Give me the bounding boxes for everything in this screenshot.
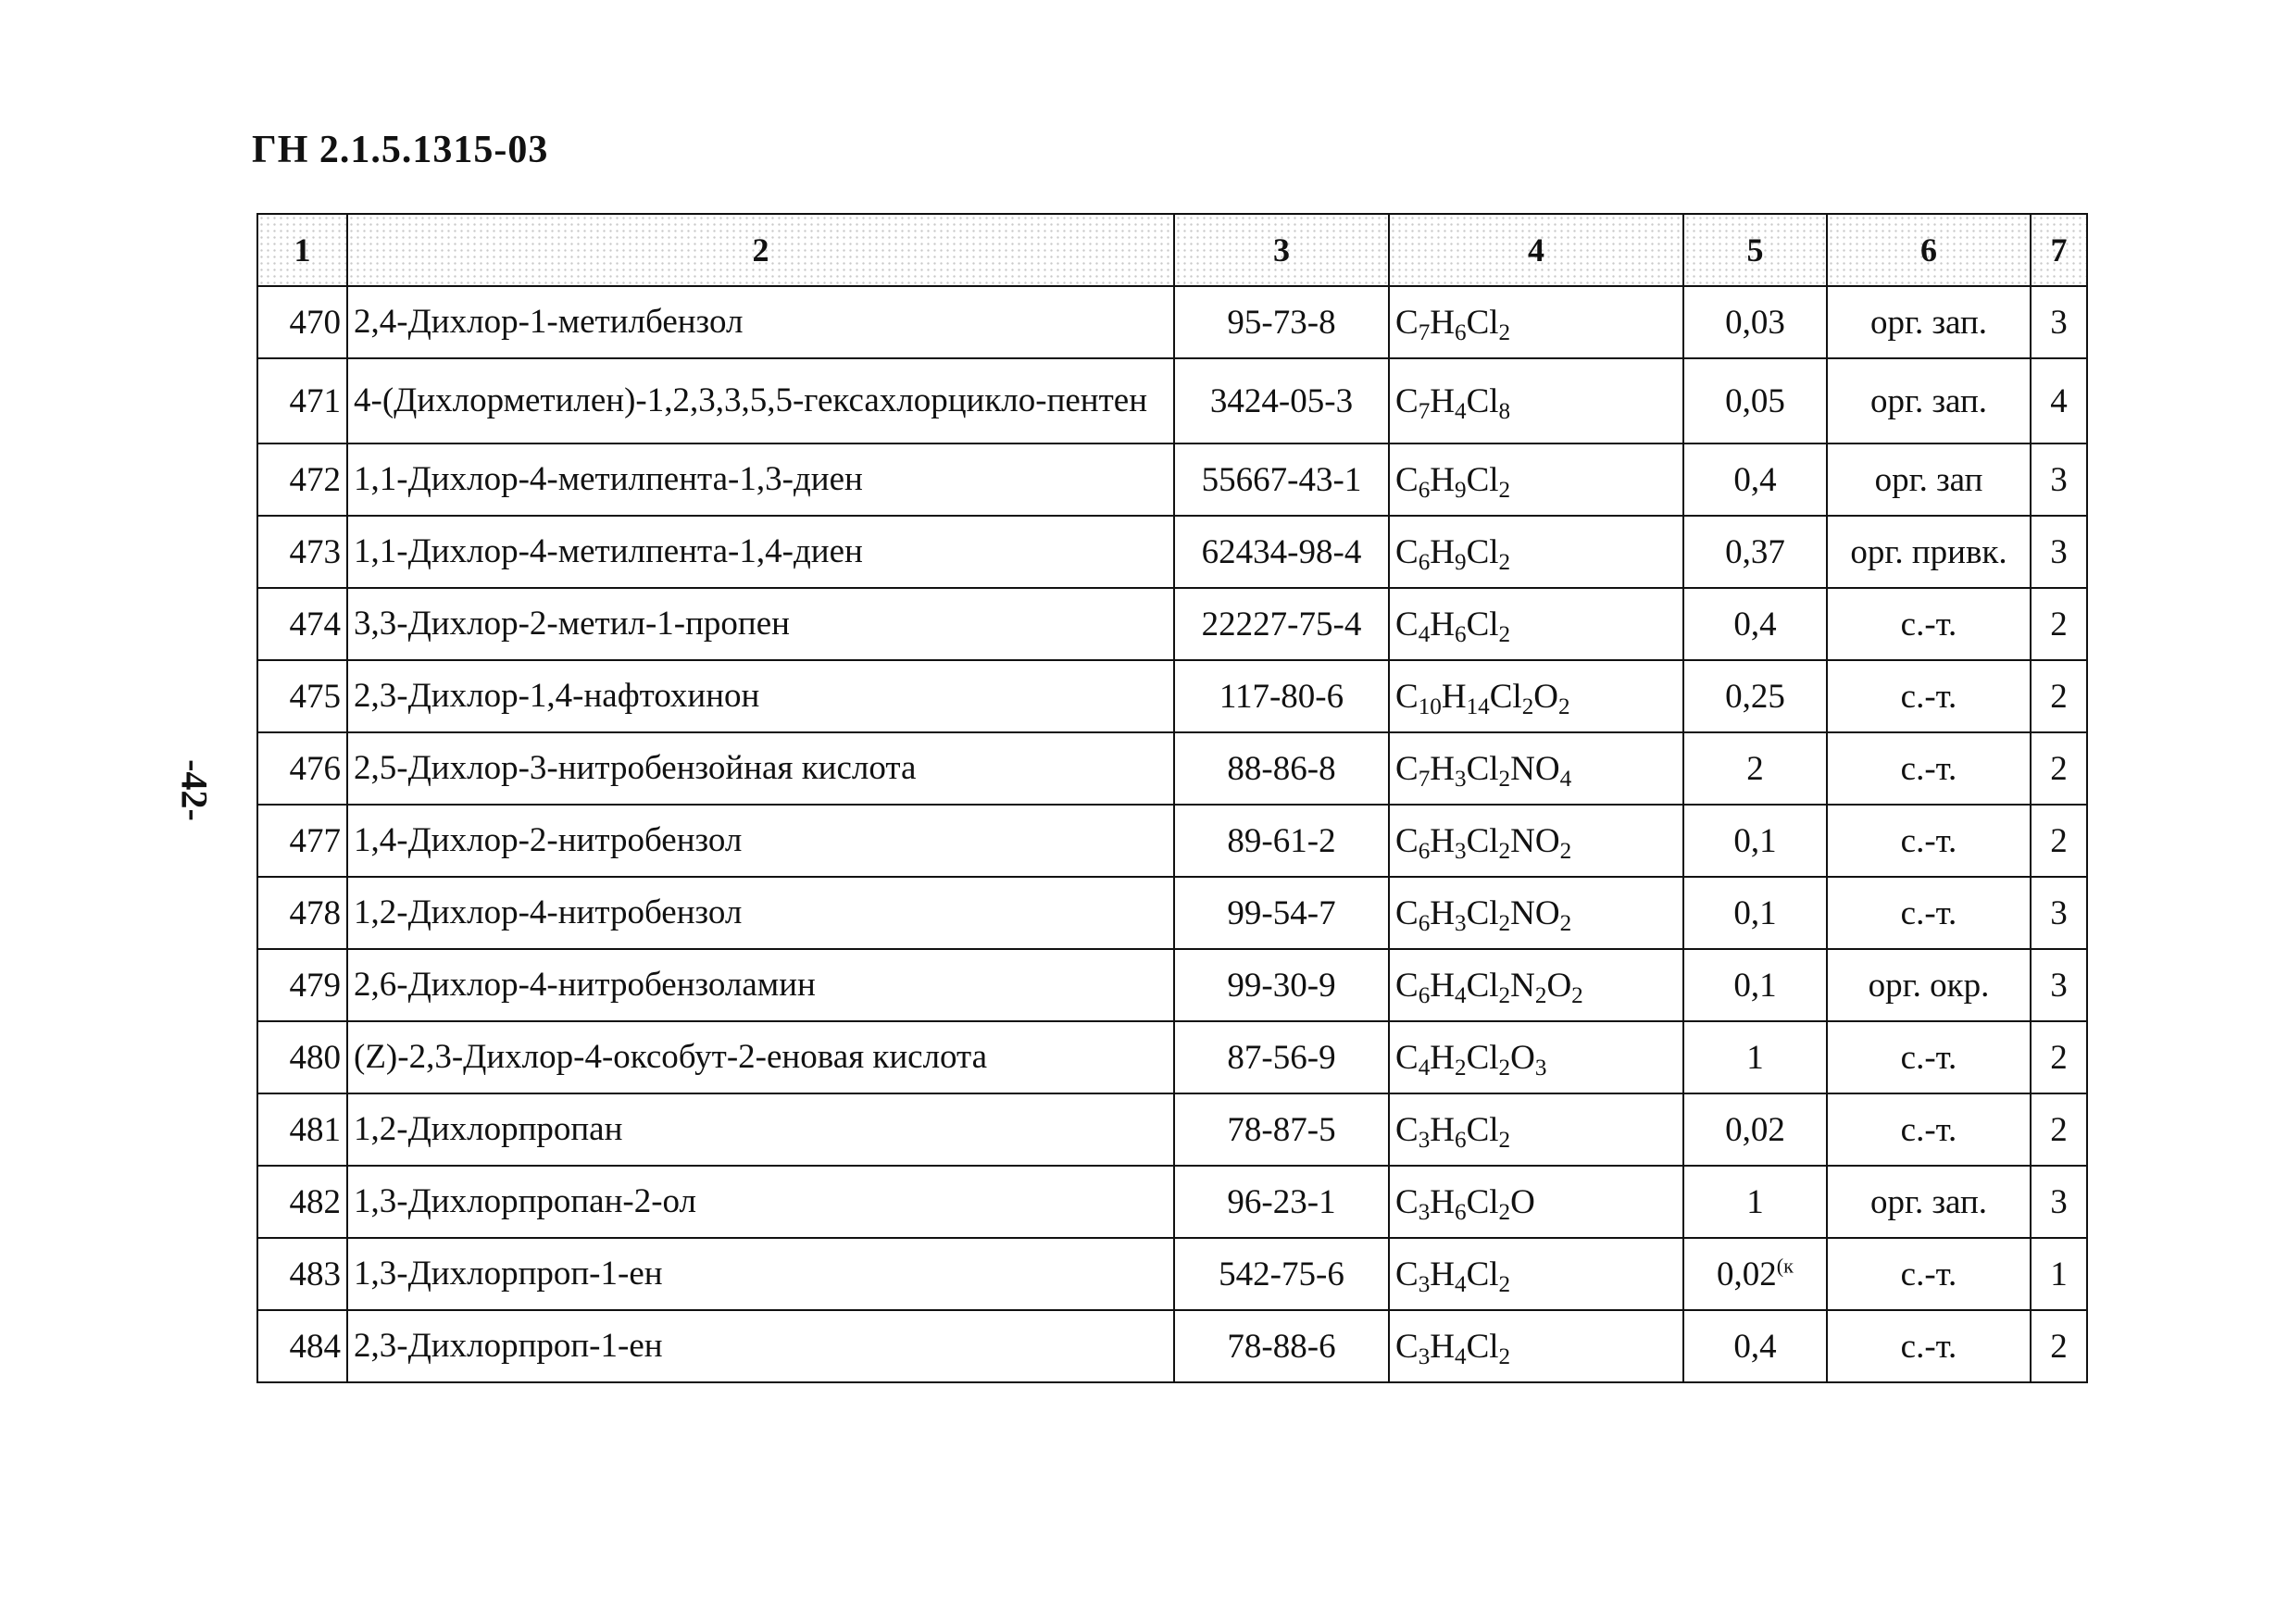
limit-value: 0,02 (1725, 1110, 1785, 1149)
chemical-formula: $C_6H_3Cl_2NO_2$ (1389, 877, 1683, 949)
document-header: ГН 2.1.5.1315-03 (252, 129, 549, 171)
limit-value: 0,1 (1733, 966, 1777, 1005)
substance-name: 3,3-Дихлор-2-метил-1-пропен (347, 588, 1174, 660)
harmfulness-sign: орг. зап (1827, 443, 2031, 516)
limit-value-cell (1683, 443, 1827, 516)
limit-value-cell (1683, 805, 1827, 877)
column-header-1: 1 (257, 214, 347, 286)
table-row (257, 358, 2087, 443)
limit-value: 0,02 (1717, 1255, 1777, 1293)
column-header-3: 3 (1174, 214, 1389, 286)
limit-value-cell (1683, 1093, 1827, 1166)
row-number: 475 (257, 660, 347, 732)
harmfulness-sign: орг. зап. (1827, 358, 2031, 443)
substance-name: 1,3-Дихлорпропан-2-ол (347, 1166, 1174, 1238)
harmfulness-sign: с.-т. (1827, 1021, 2031, 1093)
limit-value: 0,4 (1733, 460, 1777, 499)
limit-value-cell (1683, 516, 1827, 588)
hazard-class: 3 (2031, 286, 2087, 358)
cas-number: 78-87-5 (1174, 1093, 1389, 1166)
hazard-class: 3 (2031, 949, 2087, 1021)
row-number: 478 (257, 877, 347, 949)
cas-number: 99-30-9 (1174, 949, 1389, 1021)
chemical-formula: $C_6H_4Cl_2N_2O_2$ (1389, 949, 1683, 1021)
hazard-class: 4 (2031, 358, 2087, 443)
cas-number: 62434-98-4 (1174, 516, 1389, 588)
chemical-formula: $C_{10}H_{14}Cl_2O_2$ (1389, 660, 1683, 732)
cas-number: 95-73-8 (1174, 286, 1389, 358)
cas-number: 55667-43-1 (1174, 443, 1389, 516)
table-row (257, 877, 2087, 949)
chemical-formula: $C_3H_6Cl_2O$ (1389, 1166, 1683, 1238)
row-number: 470 (257, 286, 347, 358)
row-number: 474 (257, 588, 347, 660)
table-row (257, 1238, 2087, 1310)
limit-value-cell (1683, 1238, 1827, 1310)
cas-number: 117-80-6 (1174, 660, 1389, 732)
limit-value: 0,37 (1725, 532, 1785, 571)
column-header-6: 6 (1827, 214, 2031, 286)
table-row (257, 660, 2087, 732)
table-container (256, 213, 2086, 1383)
limit-value: 0,25 (1725, 677, 1785, 716)
table-row (257, 1093, 2087, 1166)
substance-name: 1,1-Дихлор-4-метилпента-1,3-диен (347, 443, 1174, 516)
table-row (257, 443, 2087, 516)
hazard-class: 2 (2031, 732, 2087, 805)
harmfulness-sign: орг. зап. (1827, 1166, 2031, 1238)
cas-number: 78-88-6 (1174, 1310, 1389, 1382)
substance-name: 2,3-Дихлор-1,4-нафтохинон (347, 660, 1174, 732)
row-number: 482 (257, 1166, 347, 1238)
hazard-class: 2 (2031, 1021, 2087, 1093)
limit-value: 0,03 (1725, 303, 1785, 342)
substance-name: 2,3-Дихлорпроп-1-ен (347, 1310, 1174, 1382)
harmfulness-sign: с.-т. (1827, 1238, 2031, 1310)
limit-value: 0,4 (1733, 1327, 1777, 1366)
limit-value-cell (1683, 1310, 1827, 1382)
substance-name: 2,4-Дихлор-1-метилбензол (347, 286, 1174, 358)
chemical-formula: $C_4H_2Cl_2O_3$ (1389, 1021, 1683, 1093)
row-number: 477 (257, 805, 347, 877)
substance-name: 1,1-Дихлор-4-метилпента-1,4-диен (347, 516, 1174, 588)
chemical-formula: $C_7H_4Cl_8$ (1389, 358, 1683, 443)
column-header-7: 7 (2031, 214, 2087, 286)
limit-value-cell (1683, 660, 1827, 732)
harmfulness-sign: орг. зап. (1827, 286, 2031, 358)
hazard-class: 3 (2031, 443, 2087, 516)
row-number: 472 (257, 443, 347, 516)
hazard-class: 2 (2031, 1093, 2087, 1166)
row-number: 476 (257, 732, 347, 805)
substances-table (256, 213, 2088, 1383)
column-header-4: 4 (1389, 214, 1683, 286)
limit-value-note: (к (1776, 1254, 1794, 1278)
substance-name: (Z)-2,3-Дихлор-4-оксобут-2-еновая кислота (347, 1021, 1174, 1093)
table-row (257, 286, 2087, 358)
substance-name: 2,5-Дихлор-3-нитробензойная кислота (347, 732, 1174, 805)
cas-number: 88-86-8 (1174, 732, 1389, 805)
table-row (257, 1021, 2087, 1093)
harmfulness-sign: с.-т. (1827, 877, 2031, 949)
chemical-formula: $C_6H_9Cl_2$ (1389, 516, 1683, 588)
hazard-class: 3 (2031, 1166, 2087, 1238)
substance-name: 2,6-Дихлор-4-нитробензоламин (347, 949, 1174, 1021)
substance-name: 1,3-Дихлорпроп-1-ен (347, 1238, 1174, 1310)
chemical-formula: $C_3H_4Cl_2$ (1389, 1238, 1683, 1310)
chemical-formula: $C_3H_6Cl_2$ (1389, 1093, 1683, 1166)
cas-number: 87-56-9 (1174, 1021, 1389, 1093)
table-row (257, 805, 2087, 877)
row-number: 473 (257, 516, 347, 588)
limit-value-cell (1683, 1166, 1827, 1238)
cas-number: 3424-05-3 (1174, 358, 1389, 443)
row-number: 483 (257, 1238, 347, 1310)
table-row (257, 732, 2087, 805)
limit-value: 0,4 (1733, 605, 1777, 643)
harmfulness-sign: с.-т. (1827, 1310, 2031, 1382)
table-row (257, 516, 2087, 588)
limit-value: 0,1 (1733, 821, 1777, 860)
substance-name: 4-(Дихлорметилен)-1,2,3,3,5,5-гексахлорцикло-пентен (347, 358, 1174, 443)
hazard-class: 3 (2031, 516, 2087, 588)
hazard-class: 2 (2031, 805, 2087, 877)
row-number: 471 (257, 358, 347, 443)
row-number: 481 (257, 1093, 347, 1166)
hazard-class: 2 (2031, 660, 2087, 732)
table-body (257, 286, 2087, 1382)
limit-value: 0,05 (1725, 381, 1785, 420)
chemical-formula: $C_3H_4Cl_2$ (1389, 1310, 1683, 1382)
page-number: -42- (173, 759, 216, 821)
hazard-class: 3 (2031, 877, 2087, 949)
column-header-5: 5 (1683, 214, 1827, 286)
limit-value: 1 (1746, 1038, 1764, 1077)
chemical-formula: $C_6H_3Cl_2NO_2$ (1389, 805, 1683, 877)
harmfulness-sign: с.-т. (1827, 588, 2031, 660)
hazard-class: 2 (2031, 588, 2087, 660)
chemical-formula: $C_4H_6Cl_2$ (1389, 588, 1683, 660)
substance-name: 1,2-Дихлорпропан (347, 1093, 1174, 1166)
chemical-formula: $C_7H_6Cl_2$ (1389, 286, 1683, 358)
limit-value: 1 (1746, 1182, 1764, 1221)
limit-value-cell (1683, 949, 1827, 1021)
cas-number: 96-23-1 (1174, 1166, 1389, 1238)
harmfulness-sign: с.-т. (1827, 805, 2031, 877)
cas-number: 22227-75-4 (1174, 588, 1389, 660)
table-row (257, 588, 2087, 660)
substance-name: 1,4-Дихлор-2-нитробензол (347, 805, 1174, 877)
limit-value-cell (1683, 286, 1827, 358)
row-number: 484 (257, 1310, 347, 1382)
table-row (257, 1166, 2087, 1238)
harmfulness-sign: с.-т. (1827, 1093, 2031, 1166)
harmfulness-sign: с.-т. (1827, 660, 2031, 732)
cas-number: 542-75-6 (1174, 1238, 1389, 1310)
hazard-class: 1 (2031, 1238, 2087, 1310)
limit-value-cell (1683, 588, 1827, 660)
chemical-formula: $C_7H_3Cl_2NO_4$ (1389, 732, 1683, 805)
limit-value-cell (1683, 1021, 1827, 1093)
harmfulness-sign: орг. привк. (1827, 516, 2031, 588)
column-header-2: 2 (347, 214, 1174, 286)
harmfulness-sign: с.-т. (1827, 732, 2031, 805)
cas-number: 89-61-2 (1174, 805, 1389, 877)
row-number: 479 (257, 949, 347, 1021)
table-row (257, 949, 2087, 1021)
header-row (257, 214, 2087, 286)
limit-value: 0,1 (1733, 893, 1777, 932)
row-number: 480 (257, 1021, 347, 1093)
limit-value-cell (1683, 732, 1827, 805)
limit-value-cell (1683, 877, 1827, 949)
limit-value-cell (1683, 358, 1827, 443)
hazard-class: 2 (2031, 1310, 2087, 1382)
substance-name: 1,2-Дихлор-4-нитробензол (347, 877, 1174, 949)
cas-number: 99-54-7 (1174, 877, 1389, 949)
chemical-formula: $C_6H_9Cl_2$ (1389, 443, 1683, 516)
limit-value: 2 (1746, 749, 1764, 788)
table-row (257, 1310, 2087, 1382)
harmfulness-sign: орг. окр. (1827, 949, 2031, 1021)
